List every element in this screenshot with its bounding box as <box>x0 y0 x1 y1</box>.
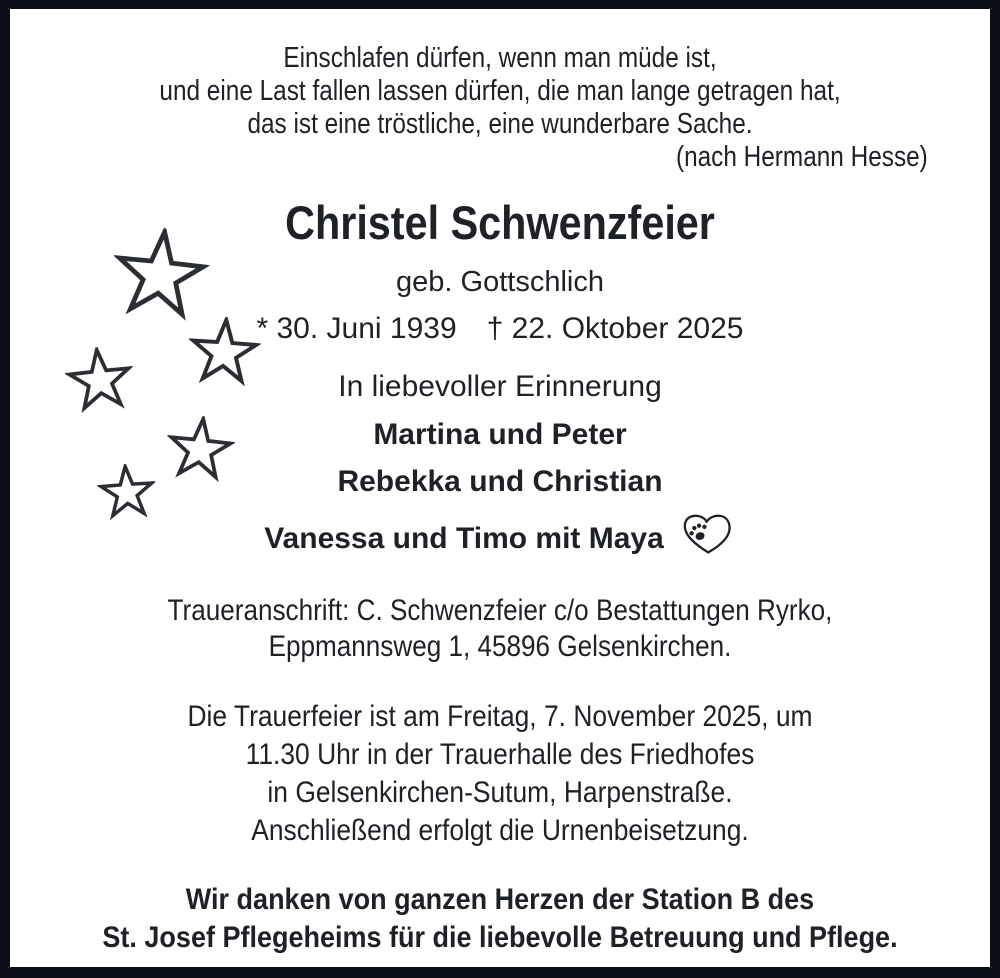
thanks-line: St. Josef Pflegeheims für die liebevolle Betreuung und Pflege. <box>102 921 898 954</box>
service-block <box>10 698 990 850</box>
birth-date: * 30. Juni 1939 <box>256 312 457 345</box>
service-line: Anschließend erfolgt die Urnenbeisetzung. <box>251 814 749 847</box>
obituary-sheet <box>10 9 990 967</box>
quote-line: das ist eine tröstliche, eine wunderbare Sache. <box>247 108 753 140</box>
service-line: 11.30 Uhr in der Trauerhalle des Friedhofes <box>245 738 755 771</box>
death-date: † 22. Oktober 2025 <box>486 312 744 345</box>
maiden-name: geb. Gottschlich <box>396 266 604 298</box>
remembrance-intro: In liebevoller Erinnerung <box>338 370 662 403</box>
address-line: Traueranschrift: C. Schwenzfeier c/o Bestattungen Ryrko, <box>167 594 833 627</box>
quote-attribution: (nach Hermann Hesse) <box>676 141 928 173</box>
address-line: Eppmannsweg 1, 45896 Gelsenkirchen. <box>268 630 732 663</box>
thanks-line: Wir danken von ganzen Herzen der Station B des <box>185 883 815 916</box>
life-dates <box>10 311 990 347</box>
heart-paw-icon <box>680 511 736 566</box>
mourner-text: Vanessa und Timo mit Maya <box>264 522 664 555</box>
quote-line: und eine Last fallen lassen dürfen, die man lange getragen hat, <box>159 75 841 107</box>
mourner-line: Rebekka und Christian <box>337 465 663 498</box>
quote-line: Einschlafen dürfen, wenn man müde ist, <box>283 42 717 74</box>
service-line: Die Trauerfeier ist am Freitag, 7. November 2025, um <box>187 700 813 733</box>
address-block <box>10 593 990 665</box>
thanks-block <box>10 881 990 957</box>
quote-block <box>10 42 990 141</box>
mourner-line: Martina und Peter <box>373 418 627 451</box>
deceased-name: Christel Schwenzfeier <box>285 196 715 249</box>
service-line: in Gelsenkirchen-Sutum, Harpenstraße. <box>267 776 733 809</box>
mourner-line <box>10 511 990 566</box>
obituary-content <box>10 9 990 967</box>
